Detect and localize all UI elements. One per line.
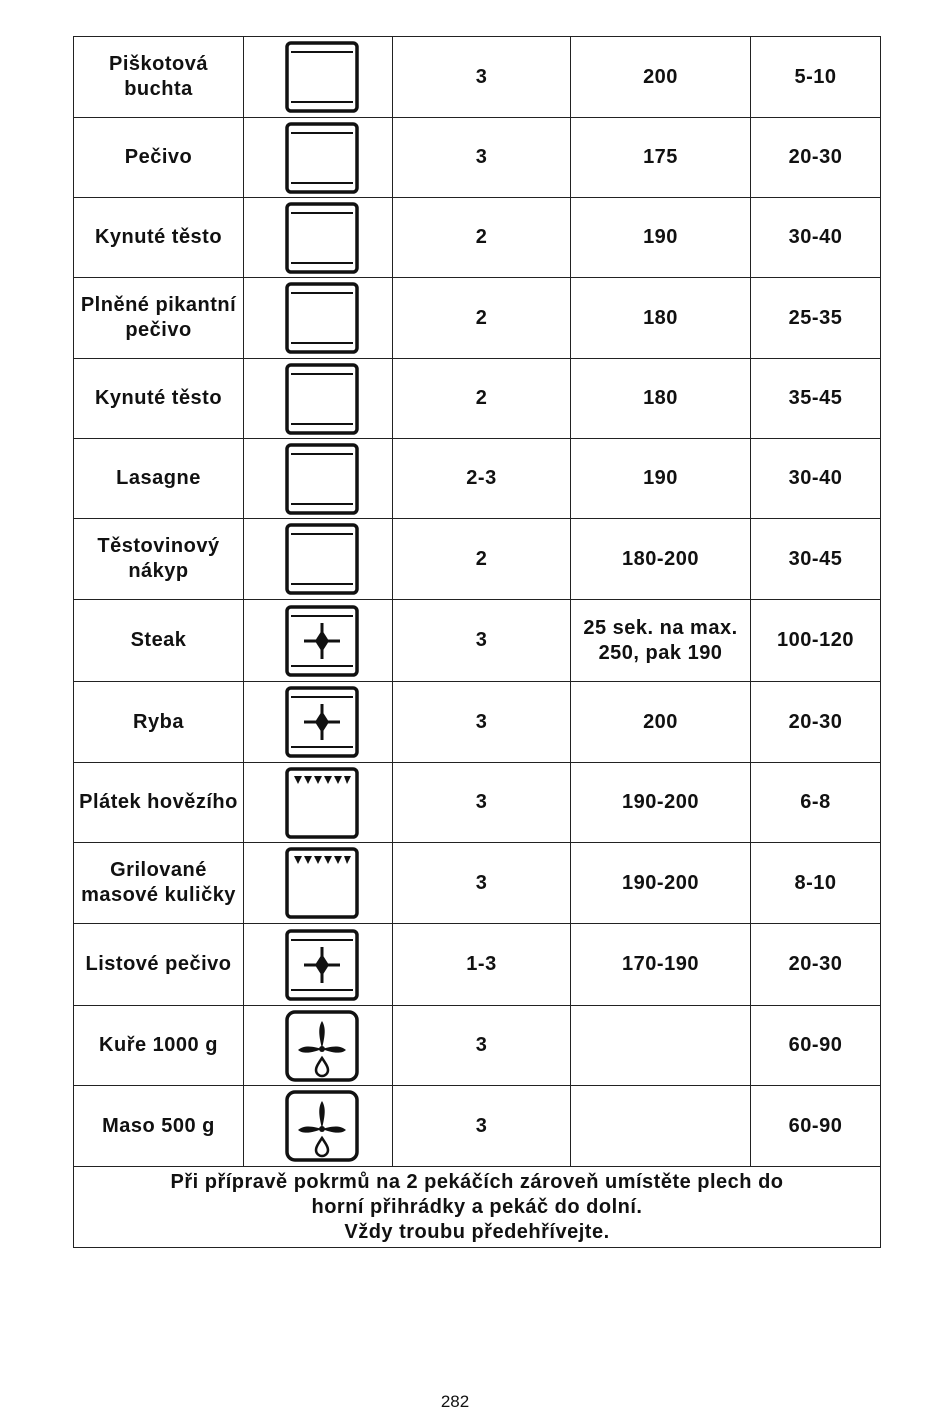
food-cell: Kynuté těsto <box>74 198 244 278</box>
level-cell: 2 <box>393 198 571 278</box>
food-cell: Piškotová buchta <box>74 37 244 118</box>
oven-fan-bottom-heat-icon <box>284 1089 360 1163</box>
level-cell: 3 <box>393 37 571 118</box>
level-cell: 3 <box>393 1006 571 1086</box>
level-cell: 2-3 <box>393 439 571 519</box>
mode-cell <box>244 439 393 519</box>
note-line: Vždy troubu předehřívejte. <box>344 1220 610 1243</box>
temperature-cell: 180 <box>571 359 751 439</box>
mode-cell <box>244 519 393 600</box>
level-cell: 2 <box>393 278 571 359</box>
oven-top-bottom-heat-icon <box>284 281 360 355</box>
note-line: Při přípravě pokrmů na 2 pekáčích zároveň umístěte plech do <box>170 1170 784 1193</box>
food-cell: Ryba <box>74 682 244 763</box>
note-cell <box>74 1167 881 1248</box>
time-cell: 100-120 <box>751 600 881 682</box>
time-cell: 30-45 <box>751 519 881 600</box>
oven-fan-heat-icon <box>284 685 360 759</box>
oven-fan-heat-icon <box>284 928 360 1002</box>
mode-cell <box>244 118 393 198</box>
level-cell: 2 <box>393 519 571 600</box>
table-row <box>74 198 881 278</box>
table-row <box>74 682 881 763</box>
table-row <box>74 37 881 118</box>
oven-top-bottom-heat-icon <box>284 442 360 516</box>
time-cell: 60-90 <box>751 1086 881 1167</box>
table-row <box>74 439 881 519</box>
mode-cell <box>244 682 393 763</box>
level-cell: 1-3 <box>393 924 571 1006</box>
table-row <box>74 843 881 924</box>
oven-grill-icon <box>284 846 360 920</box>
time-cell: 30-40 <box>751 198 881 278</box>
temperature-cell <box>571 1086 751 1167</box>
temperature-cell: 200 <box>571 682 751 763</box>
mode-cell <box>244 843 393 924</box>
temperature-cell: 190 <box>571 439 751 519</box>
temperature-cell: 190-200 <box>571 763 751 843</box>
page-number: 282 <box>440 1392 470 1411</box>
oven-fan-heat-icon <box>284 604 360 678</box>
time-cell: 25-35 <box>751 278 881 359</box>
cooking-table <box>73 36 881 1248</box>
food-cell: Lasagne <box>74 439 244 519</box>
temperature-cell: 200 <box>571 37 751 118</box>
level-cell: 2 <box>393 359 571 439</box>
food-cell: Kuře 1000 g <box>74 1006 244 1086</box>
table-row <box>74 1006 881 1086</box>
food-cell: Listové pečivo <box>74 924 244 1006</box>
mode-cell <box>244 37 393 118</box>
temperature-cell <box>571 1006 751 1086</box>
oven-grill-icon <box>284 766 360 840</box>
food-cell: Maso 500 g <box>74 1086 244 1167</box>
temperature-cell: 180-200 <box>571 519 751 600</box>
time-cell: 20-30 <box>751 924 881 1006</box>
mode-cell <box>244 763 393 843</box>
time-cell: 60-90 <box>751 1006 881 1086</box>
time-cell: 30-40 <box>751 439 881 519</box>
food-cell: Kynuté těsto <box>74 359 244 439</box>
oven-top-bottom-heat-icon <box>284 201 360 275</box>
table-row <box>74 763 881 843</box>
mode-cell <box>244 198 393 278</box>
oven-top-bottom-heat-icon <box>284 362 360 436</box>
mode-cell <box>244 1086 393 1167</box>
note-row <box>74 1167 881 1248</box>
food-cell: Pečivo <box>74 118 244 198</box>
oven-top-bottom-heat-icon <box>284 522 360 596</box>
time-cell: 35-45 <box>751 359 881 439</box>
mode-cell <box>244 278 393 359</box>
temperature-cell: 25 sek. na max. 250, pak 190 <box>571 600 751 682</box>
level-cell: 3 <box>393 682 571 763</box>
temperature-cell: 190-200 <box>571 843 751 924</box>
temperature-cell: 170-190 <box>571 924 751 1006</box>
food-cell: Plněné pikantní pečivo <box>74 278 244 359</box>
temperature-cell: 190 <box>571 198 751 278</box>
oven-fan-bottom-heat-icon <box>284 1009 360 1083</box>
level-cell: 3 <box>393 843 571 924</box>
mode-cell <box>244 1006 393 1086</box>
mode-cell <box>244 600 393 682</box>
time-cell: 20-30 <box>751 118 881 198</box>
mode-cell <box>244 924 393 1006</box>
level-cell: 3 <box>393 1086 571 1167</box>
temperature-cell: 180 <box>571 278 751 359</box>
table-row <box>74 519 881 600</box>
temperature-cell: 175 <box>571 118 751 198</box>
time-cell: 20-30 <box>751 682 881 763</box>
table-row <box>74 600 881 682</box>
mode-cell <box>244 359 393 439</box>
time-cell: 6-8 <box>751 763 881 843</box>
food-cell: Plátek hovězího <box>74 763 244 843</box>
table-row <box>74 924 881 1006</box>
oven-top-bottom-heat-icon <box>284 40 360 114</box>
time-cell: 8-10 <box>751 843 881 924</box>
food-cell: Grilované masové kuličky <box>74 843 244 924</box>
level-cell: 3 <box>393 118 571 198</box>
time-cell: 5-10 <box>751 37 881 118</box>
table-row <box>74 359 881 439</box>
note-line: horní přihrádky a pekáč do dolní. <box>311 1195 643 1218</box>
level-cell: 3 <box>393 600 571 682</box>
table-row <box>74 278 881 359</box>
level-cell: 3 <box>393 763 571 843</box>
food-cell: Těstovinový nákyp <box>74 519 244 600</box>
table-row <box>74 118 881 198</box>
oven-top-bottom-heat-icon <box>284 121 360 195</box>
table-row <box>74 1086 881 1167</box>
food-cell: Steak <box>74 600 244 682</box>
